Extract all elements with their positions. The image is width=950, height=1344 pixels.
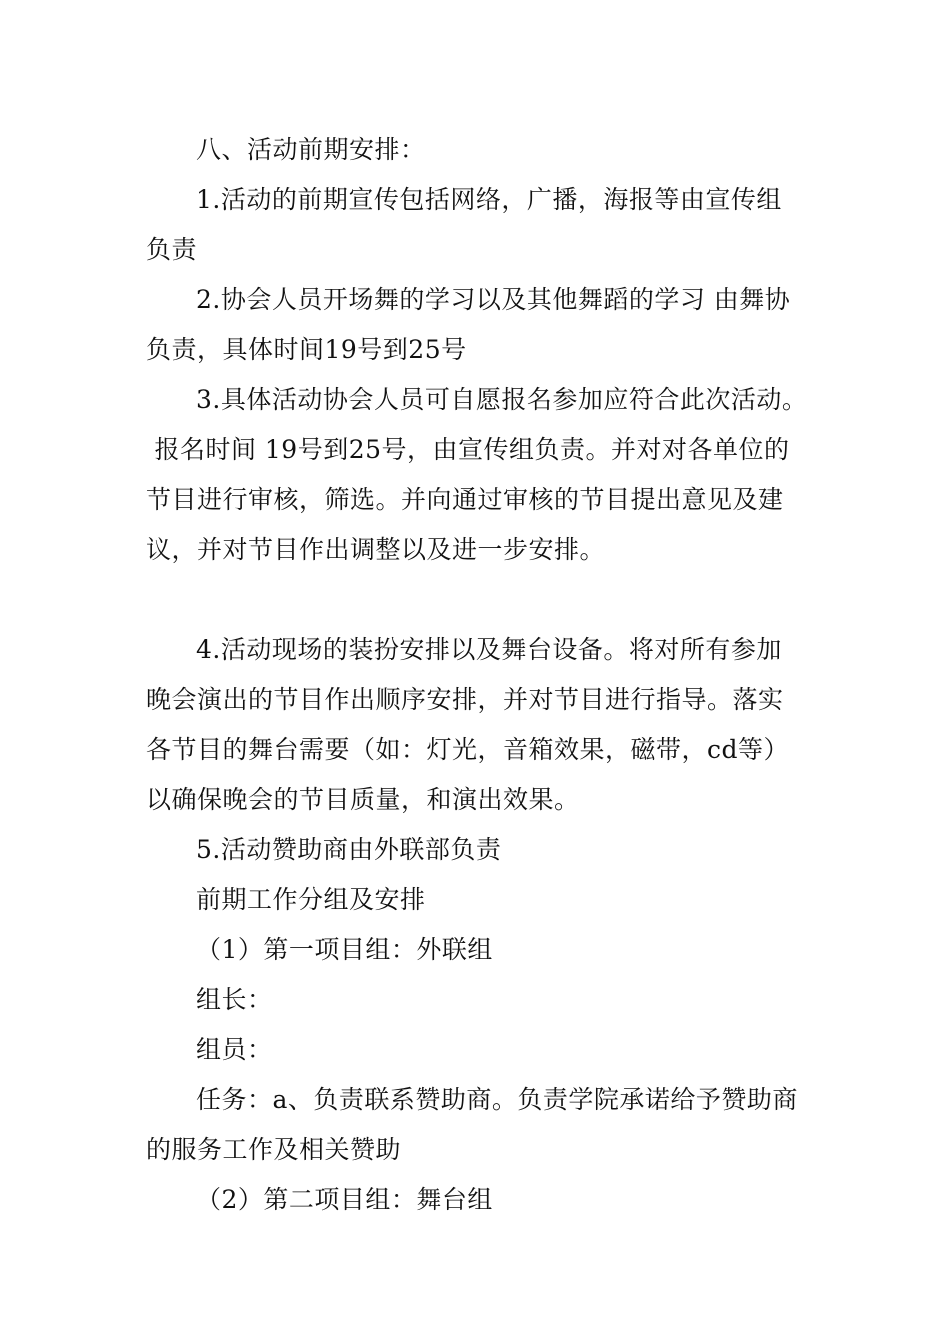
paragraph-2-line-2: 负责，具体时间19号到25号: [146, 335, 467, 364]
paragraph-4-line-1: 4.活动现场的装扮安排以及舞台设备。将对所有参加: [196, 635, 782, 664]
group-1-task-line-1: 任务：a、负责联系赞助商。负责学院承诺给予赞助商: [196, 1085, 798, 1114]
paragraph-1-line-1: 1.活动的前期宣传包括网络，广播，海报等由宣传组: [196, 185, 782, 214]
paragraph-3-line-2: 报名时间 19号到25号，由宣传组负责。并对对各单位的: [146, 435, 790, 464]
paragraph-3-line-4: 议，并对节目作出调整以及进一步安排。: [146, 535, 606, 564]
paragraph-5: 5.活动赞助商由外联部负责: [196, 835, 502, 864]
paragraph-1-line-2: 负责: [146, 235, 198, 264]
paragraph-3-line-3: 节目进行审核，筛选。并向通过审核的节目提出意见及建: [146, 485, 784, 514]
paragraph-4-line-3: 各节目的舞台需要（如：灯光，音箱效果，磁带，cd等）: [146, 735, 790, 764]
group-1-task-line-2: 的服务工作及相关赞助: [146, 1135, 402, 1164]
subheading-groups: 前期工作分组及安排: [196, 885, 426, 914]
group-1-members: 组员：: [196, 1035, 273, 1064]
group-1-title: （1）第一项目组：外联组: [196, 935, 493, 964]
section-heading: 八、活动前期安排：: [196, 135, 426, 164]
group-2-title: （2）第二项目组：舞台组: [196, 1185, 493, 1214]
paragraph-4-line-4: 以确保晚会的节目质量，和演出效果。: [146, 785, 580, 814]
paragraph-3-line-1: 3.具体活动协会人员可自愿报名参加应符合此次活动。: [196, 385, 808, 414]
paragraph-2-line-1: 2.协会人员开场舞的学习以及其他舞蹈的学习 由舞协: [196, 285, 791, 314]
group-1-leader: 组长：: [196, 985, 273, 1014]
paragraph-4-line-2: 晚会演出的节目作出顺序安排，并对节目进行指导。落实: [146, 685, 784, 714]
